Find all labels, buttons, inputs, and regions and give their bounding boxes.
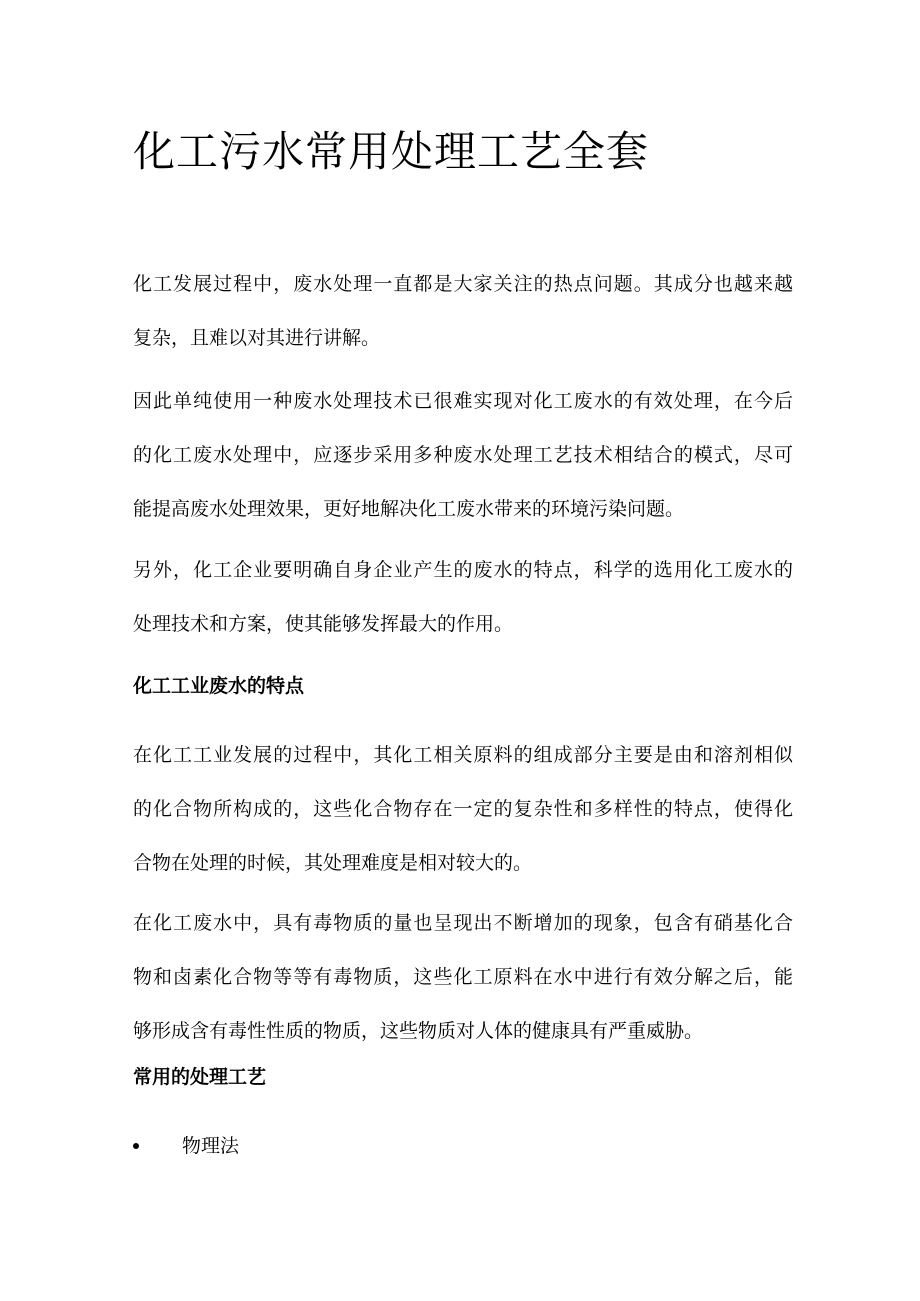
paragraph-line: 另外，化工企业要明确自身企业产生的废水的特点，科学的选用化工废水的	[133, 559, 793, 581]
section-heading: 常用的处理工艺	[133, 1066, 267, 1088]
list-item	[133, 1130, 533, 1162]
paragraph-line: 够形成含有毒性性质的物质，这些物质对人体的健康具有严重威胁。	[133, 1020, 704, 1042]
paragraph-line: 处理技术和方案，使其能够发挥最大的作用。	[133, 613, 514, 635]
document-title: 化工污水常用处理工艺全套	[133, 127, 650, 176]
paragraph-line: 在化工废水中，具有毒物质的量也呈现出不断增加的现象，包含有硝基化合	[133, 912, 793, 934]
paragraph-line: 的化工废水处理中，应逐步采用多种废水处理工艺技术相结合的模式，尽可	[133, 444, 793, 466]
section-heading: 化工工业废水的特点	[133, 675, 305, 697]
paragraph-line: 复杂，且难以对其进行讲解。	[133, 327, 381, 349]
list-item-label: 物理法	[182, 1135, 240, 1157]
paragraph-line: 的化合物所构成的，这些化合物存在一定的复杂性和多样性的特点，使得化	[133, 798, 793, 820]
paragraph-line: 能提高废水处理效果，更好地解决化工废水带来的环境污染问题。	[133, 498, 685, 520]
paragraph	[133, 257, 793, 365]
paragraph	[133, 374, 793, 536]
paragraph-line: 因此单纯使用一种废水处理技术已很难实现对化工废水的有效处理，在今后	[133, 390, 793, 412]
paragraph	[133, 543, 793, 651]
bullet-icon	[133, 1143, 139, 1149]
paragraph	[133, 896, 793, 1058]
paragraph-line: 化工发展过程中，废水处理一直都是大家关注的热点问题。其成分也越来越	[133, 273, 793, 295]
paragraph-line: 物和卤素化合物等等有毒物质，这些化工原料在水中进行有效分解之后，能	[133, 966, 793, 988]
paragraph	[133, 728, 793, 890]
paragraph-line: 合物在处理的时候，其处理难度是相对较大的。	[133, 852, 533, 874]
paragraph-line: 在化工工业发展的过程中，其化工相关原料的组成部分主要是由和溶剂相似	[133, 744, 793, 766]
